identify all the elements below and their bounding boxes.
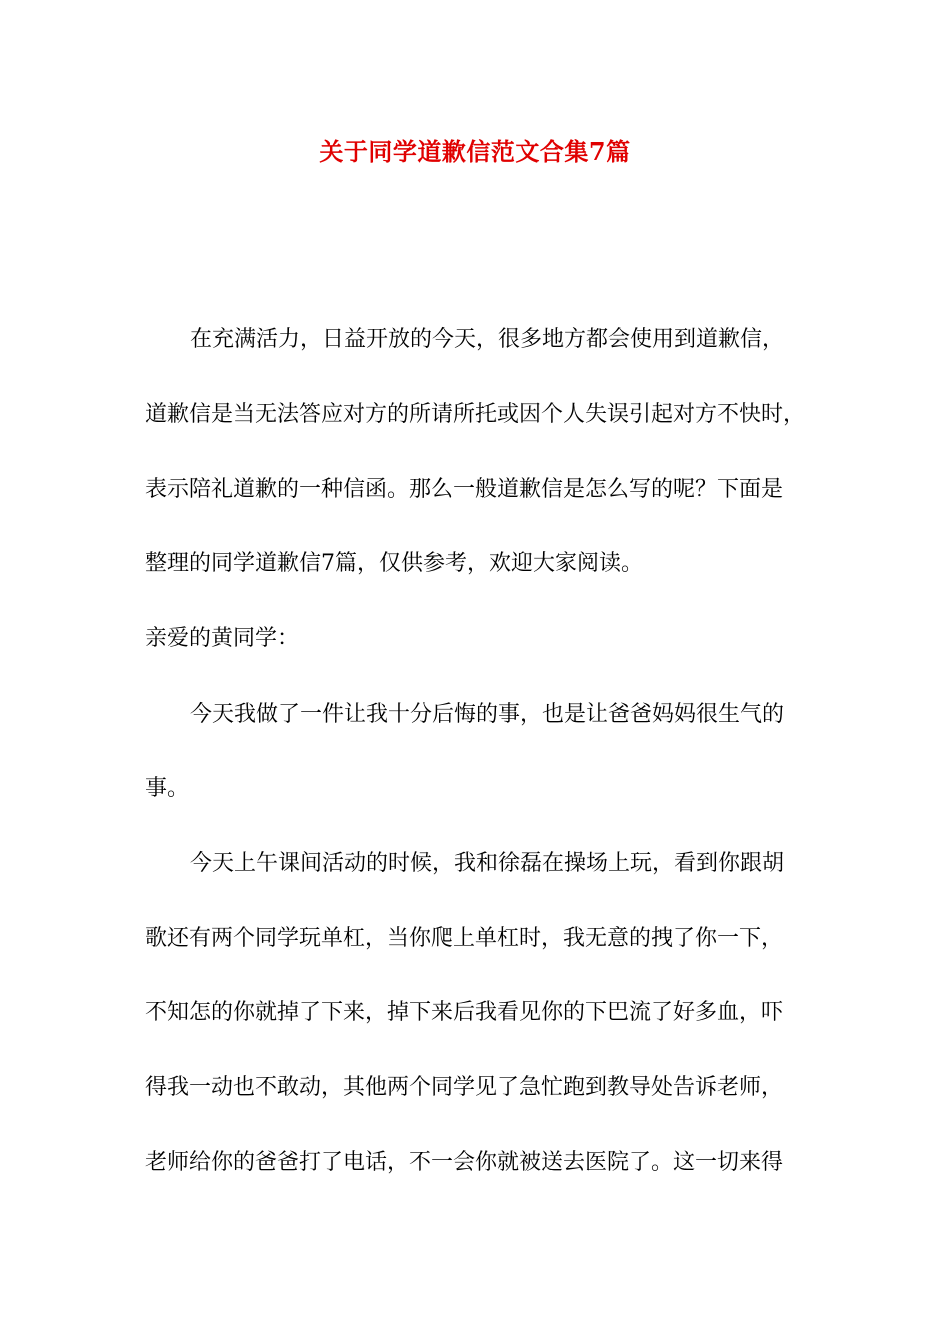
paragraph-line: 道歉信是当无法答应对方的所请所托或因个人失误引起对方不快时， — [145, 402, 806, 427]
document-title: 关于同学道歉信范文合集7篇 — [319, 137, 631, 166]
paragraph-line: 不知怎的你就掉了下来，掉下来后我看见你的下巴流了好多血，吓 — [145, 1000, 784, 1025]
paragraph-line: 在充满活力，日益开放的今天，很多地方都会使用到道歉信， — [190, 327, 785, 352]
paragraph-line: 整理的同学道歉信7篇，仅供参考，欢迎大家阅读。 — [145, 551, 643, 576]
paragraph-line: 事。 — [145, 776, 190, 801]
paragraph-line: 今天上午课间活动的时候，我和徐磊在操场上玩，看到你跟胡 — [190, 851, 785, 876]
paragraph-line: 今天我做了一件让我十分后悔的事，也是让爸爸妈妈很生气的 — [190, 702, 785, 727]
paragraph-line: 老师给你的爸爸打了电话，不一会你就被送去医院了。这一切来得 — [145, 1150, 784, 1175]
paragraph-line: 得我一动也不敢动，其他两个同学见了急忙跑到教导处告诉老师， — [145, 1075, 784, 1100]
paragraph-line: 表示陪礼道歉的一种信函。那么一般道歉信是怎么写的呢？下面是 — [145, 477, 784, 502]
salutation-line: 亲爱的黄同学： — [145, 626, 300, 651]
paragraph-line: 歌还有两个同学玩单杠，当你爬上单杠时，我无意的拽了你一下， — [145, 926, 784, 951]
